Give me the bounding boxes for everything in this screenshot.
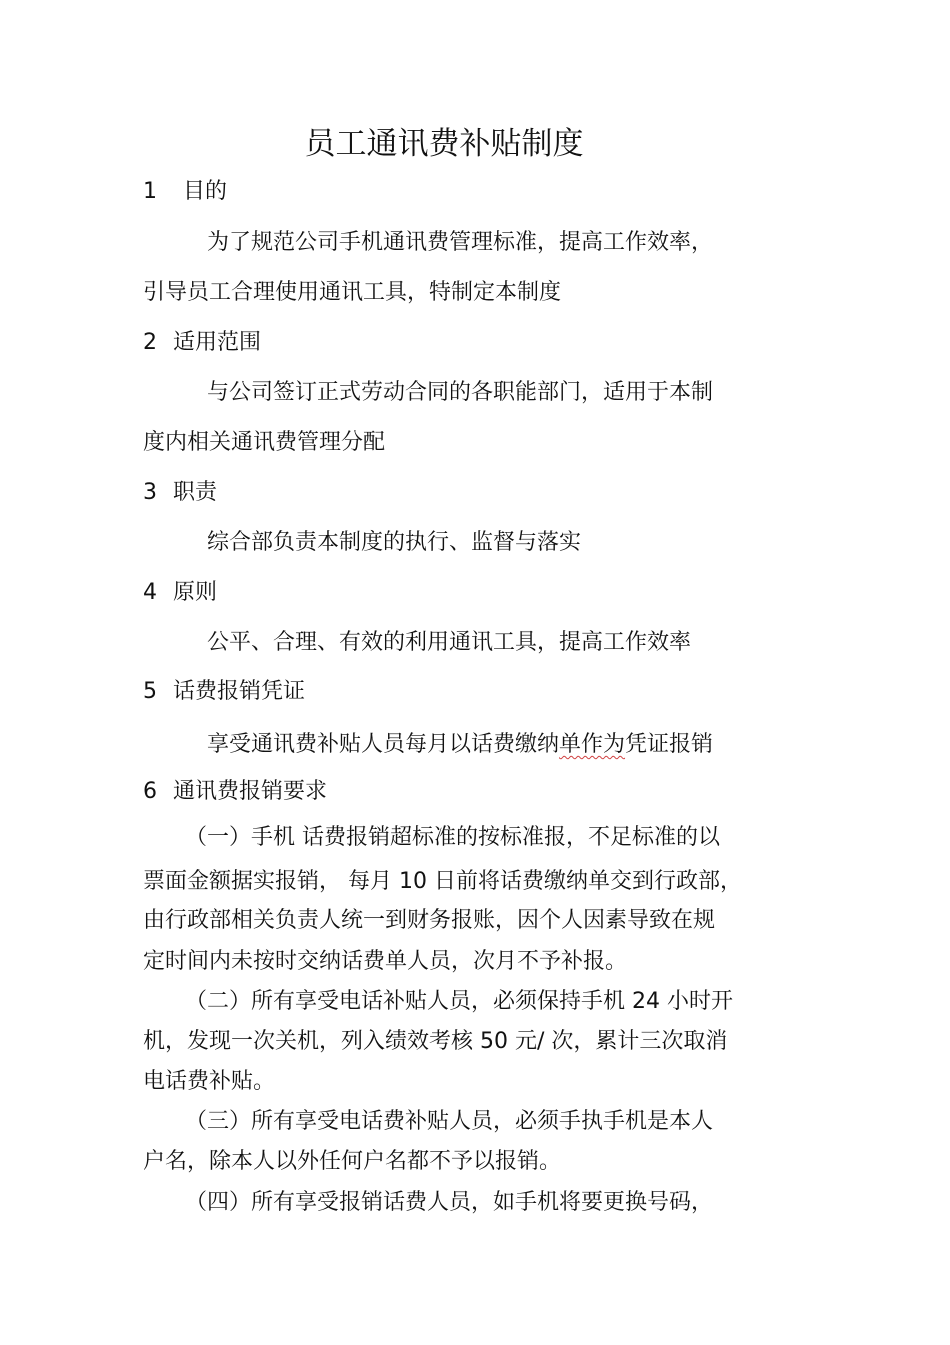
requirement-line: 机，发现一次关机，列入绩效考核 50 元/ 次，累计三次取消 [143, 1029, 728, 1054]
requirement-line: 定时间内未按时交纳话费单人员，次月不予补报。 [143, 949, 628, 974]
section-heading [143, 578, 217, 608]
section-title: 职责 [173, 480, 218, 505]
section-title: 通讯费报销要求 [173, 779, 328, 804]
section-number: 5 [143, 679, 157, 704]
section-number: 1 [143, 179, 157, 204]
requirement-line: （二）所有享受电话补贴人员，必须保持手机 24 小时开 [185, 989, 733, 1014]
requirement-line: （四）所有享受报销话费人员，如手机将要更换号码， [185, 1190, 714, 1215]
section-heading [143, 777, 327, 807]
text-run: 享受通讯费补贴人员每月以话费缴纳 [207, 732, 560, 757]
section-title: 适用范围 [173, 330, 262, 355]
paragraph-line: 与公司签订正式劳动合同的各职能部门，适用于本制 [207, 380, 714, 405]
paragraph-line: 公平、合理、有效的利用通讯工具，提高工作效率 [207, 630, 692, 655]
section-heading [143, 478, 217, 508]
section-heading [143, 328, 261, 358]
document-title: 员工通讯费补贴制度 [304, 126, 584, 162]
paragraph-line [207, 730, 713, 760]
section-title: 原则 [173, 580, 218, 605]
spellcheck-marked-text: 单作为 [559, 732, 626, 757]
section-number: 4 [143, 580, 157, 605]
section-heading [143, 677, 305, 707]
requirement-line: 电话费补贴。 [143, 1069, 276, 1094]
section-number: 2 [143, 330, 157, 355]
paragraph-line: 度内相关通讯费管理分配 [143, 430, 386, 455]
section-title: 目的 [183, 179, 228, 204]
section-number: 3 [143, 480, 157, 505]
text-run: 凭证报销 [625, 732, 714, 757]
requirement-line: （一）手机 话费报销超标准的按标准报，不足标准的以 [185, 825, 720, 850]
requirement-line: 户名，除本人以外任何户名都不予以报销。 [143, 1149, 562, 1174]
paragraph-line: 综合部负责本制度的执行、监督与落实 [207, 530, 582, 555]
section-heading [143, 177, 227, 207]
section-title: 话费报销凭证 [173, 679, 306, 704]
paragraph-line: 为了规范公司手机通讯费管理标准，提高工作效率， [207, 230, 714, 255]
requirement-line: （三）所有享受电话费补贴人员，必须手执手机是本人 [185, 1109, 714, 1134]
requirement-line: 票面金额据实报销， 每月 10 日前将话费缴纳单交到行政部， [143, 869, 742, 894]
requirement-line: 由行政部相关负责人统一到财务报账，因个人因素导致在规 [143, 908, 716, 933]
paragraph-line: 引导员工合理使用通讯工具，特制定本制度 [143, 280, 562, 305]
section-number: 6 [143, 779, 157, 804]
